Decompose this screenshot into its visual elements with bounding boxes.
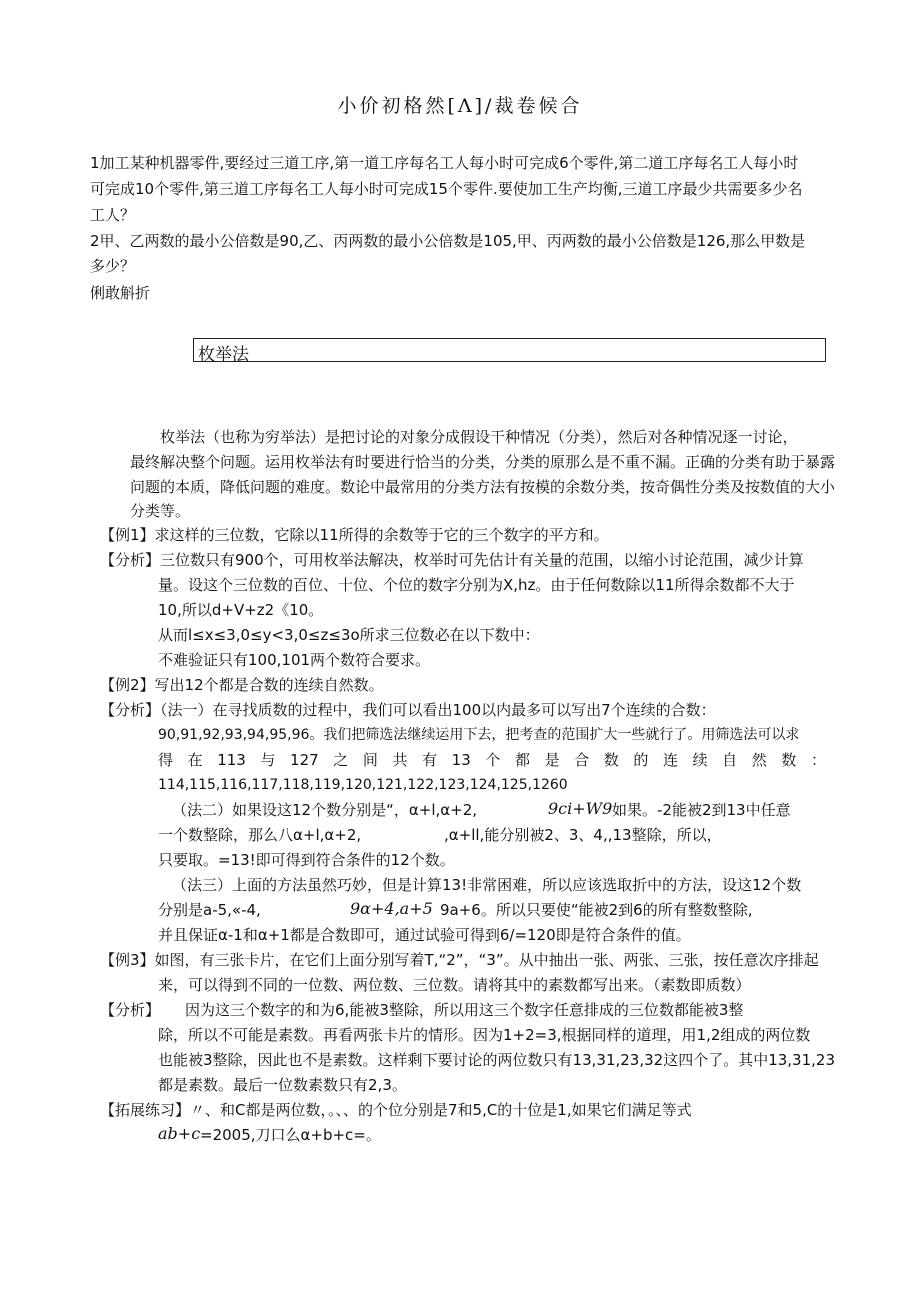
example-3-question-2: 来，可以得到不同的一位数、两位数、三位数。请将其中的素数都写出来。（素数即质数） — [158, 976, 751, 994]
extension-exercise-line-2a: ab+c — [158, 1124, 201, 1143]
analysis-heading: 俐敢斛折 — [90, 284, 151, 302]
example-1-analysis-1: 【分析】三位数只有900个，可用枚举法解决，枚举时可先估计有关量的范围，以缩小讨论范围，减少计算 — [100, 551, 804, 569]
extension-exercise-line-1: 【拓展练习】〃、和C都是两位数，。、、的个位分别是7和5,C的十位是1,如果它们满足等式 — [100, 1101, 692, 1119]
intro-line-4: 分类等。 — [130, 502, 191, 520]
example-2-method-3-line-3: 并且保证α-1和α+1都是合数即可，通过试验可得到6/=120即是符合条件的值。 — [158, 926, 691, 944]
example-2-method-1-line-3: 得在113与127之间共有13个都是合数的连续自然数： — [158, 751, 826, 769]
example-2-method-1-line-2: 90,91,92,93,94,95,96。我们把筛选法继续运用下去，把考查的范围扩大一些就行了。用筛选法可以求 — [158, 727, 800, 743]
example-2-method-2-line-3: 只要取。=13!即可得到符合条件的12个数。 — [158, 851, 455, 869]
section-box — [193, 338, 826, 365]
example-3-analysis-label: 【分析】 — [100, 1001, 161, 1019]
problem-1-line-1: 1加工某种机器零件,要经过三道工序,第一道工序每名工人每小时可完成6个零件,第二道工序每名工人每小时 — [90, 154, 799, 172]
example-2-method-3-line-2c: 9a+6。所以只要使“能被2到6的所有整数整除, — [440, 901, 753, 919]
intro-line-3: 问题的本质，降低问题的难度。数论中最常用的分类方法有按模的余数分类，按奇偶性分类及按数值的大小 — [130, 478, 836, 496]
example-1-analysis-2: 量。设这个三位数的百位、十位、个位的数字分别为X,hz。由于任何数除以11所得余数都不大于 — [158, 576, 795, 594]
intro-line-2: 最终解决整个问题。运用枚举法有时要进行恰当的分类，分类的原那么是不重不漏。正确的分类有助于暴露 — [130, 453, 836, 471]
intro-line-1: 枚举法（也称为穷举法）是把讨论的对象分成假设干种情况（分类），然后对各种情况逐一讨论， — [160, 428, 798, 446]
example-2-method-2-line-1c: 如果。-2能被2到13中任意 — [612, 801, 791, 819]
problem-2-line-2: 多少？ — [90, 257, 136, 275]
problem-2-line-1: 2甲、乙两数的最小公倍数是90,乙、丙两数的最小公倍数是105,甲、丙两数的最小公倍数是126,那么甲数是 — [90, 232, 806, 250]
problem-1-line-2: 可完成10个零件,第三道工序每名工人每小时可完成15个零件.要使加工生产均衡,三道工序最少共需要多少名 — [90, 180, 803, 198]
example-1-question: 【例1】求这样的三位数，它除以11所得的余数等于它的三个数字的平方和。 — [100, 526, 609, 544]
example-2-method-1-line-4: 114,115,116,117,118,119,120,121,122,123,124,125,1260 — [158, 777, 568, 793]
example-3-question-1: 【例3】如图，有三张卡片，在它们上面分别写着T,“2”，“3”。从中抽出一张、两张、三张，按任意次序排起 — [100, 951, 819, 969]
page-title: 小价初格然[Λ]/裁卷候合 — [337, 95, 583, 117]
example-1-analysis-5: 不难验证只有100,101两个数符合要求。 — [158, 651, 431, 669]
example-2-method-2-line-2b: ,α+ll,能分别被2、3、4,,13整除，所以， — [444, 826, 722, 844]
example-2-method-2-line-2a: 一个数整除，那么八α+l,α+2, — [158, 826, 362, 844]
example-3-analysis-2: 除，所以不可能是素数。再看两张卡片的情形。因为1+2=3,根据同样的道理，用1,2组成的两位数 — [158, 1026, 811, 1044]
example-1-analysis-3: 10,所以d+V+z2《10。 — [158, 601, 324, 619]
example-2-method-3-line-2a: 分别是a-5,«-4, — [158, 901, 261, 919]
problem-1-line-3: 工人？ — [90, 206, 136, 224]
example-2-question: 【例2】写出12个都是合数的连续自然数。 — [100, 676, 384, 694]
example-3-analysis-3: 也能被3整除，因此也不是素数。这样剩下要讨论的两位数只有13,31,23,32这四个了。其中13,31,23 — [158, 1051, 835, 1069]
example-2-method-3-line-1: （法三）上面的方法虽然巧妙，但是计算13!非常困难，所以应该选取折中的方法，设这12个数 — [172, 876, 802, 894]
example-2-method-2-line-1b: 9ci+W9 — [548, 799, 613, 818]
extension-exercise-line-2b: =2005,刀口么α+b+c=。 — [200, 1126, 381, 1144]
example-2-method-2-line-1a: （法二）如果设这12个数分别是“，α+l,α+2, — [172, 801, 478, 819]
section-box-label: 枚举法 — [198, 345, 249, 365]
example-3-analysis-4: 都是素数。最后一位数素数只有2,3。 — [158, 1076, 407, 1094]
example-1-analysis-4: 从而l≤x≤3,0≤y<3,0≤z≤3o所求三位数必在以下数中： — [158, 626, 540, 644]
example-2-method-1-line-1: 【分析】（法一）在寻找质数的过程中，我们可以看出100以内最多可以写出7个连续的合数： — [100, 701, 716, 719]
example-2-method-3-line-2b: 9α+4,a+5 — [350, 899, 433, 918]
example-3-analysis-1: 因为这三个数字的和为6,能被3整除，所以用这三个数字任意排成的三位数都能被3整 — [185, 1001, 744, 1019]
